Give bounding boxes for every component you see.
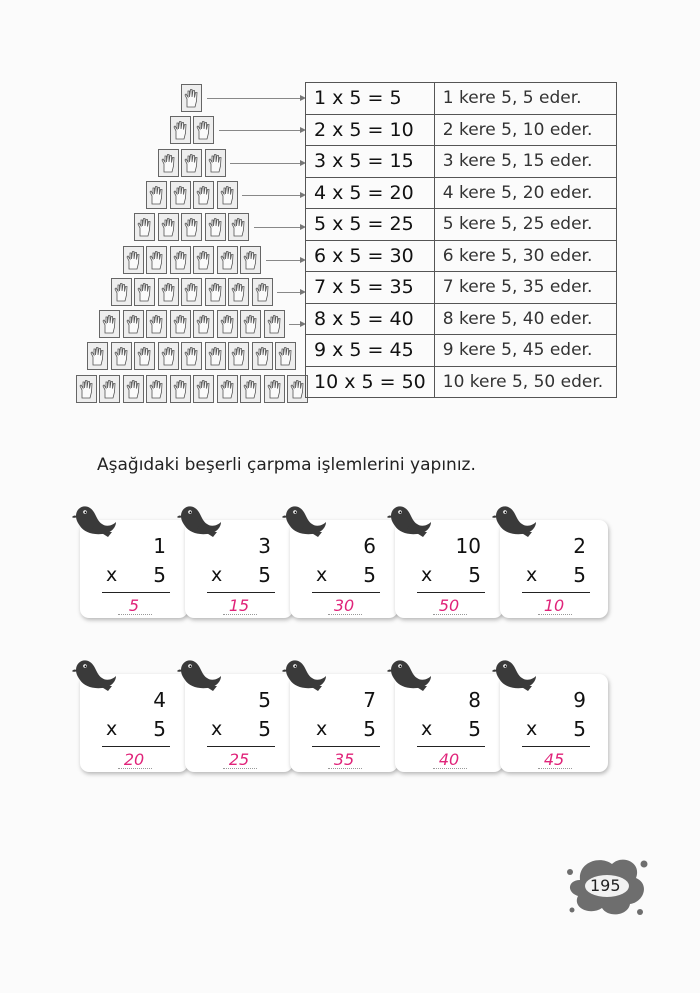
sentence-cell: 8 kere 5, 40 eder. xyxy=(434,303,616,335)
hand-icon xyxy=(240,310,261,338)
problem-card xyxy=(290,520,398,618)
answer-field[interactable]: 35 xyxy=(333,750,355,769)
hand-icon xyxy=(111,342,132,370)
multiplicand: 6 xyxy=(363,534,376,558)
times-sign: x xyxy=(316,718,328,740)
hand-icon xyxy=(205,278,226,306)
hand-icon xyxy=(193,375,214,403)
times-sign: x xyxy=(526,718,538,740)
multiplier: 5 xyxy=(153,717,166,741)
sentence-cell: 3 kere 5, 15 eder. xyxy=(434,146,616,178)
hand-pyramid xyxy=(0,0,310,410)
equation-cell: 2 x 5 = 10 xyxy=(306,114,435,146)
problem-card xyxy=(500,520,608,618)
sum-line xyxy=(312,746,380,747)
seal-icon xyxy=(385,656,433,696)
seal-icon xyxy=(385,502,433,542)
hand-icon xyxy=(99,375,120,403)
seal-icon xyxy=(490,656,538,696)
answer-field[interactable]: 25 xyxy=(228,750,250,769)
hand-icon xyxy=(123,246,144,274)
multiplier: 5 xyxy=(573,717,586,741)
hand-icon xyxy=(228,278,249,306)
hand-icon xyxy=(170,375,191,403)
seal-icon xyxy=(70,656,118,696)
hand-icon xyxy=(181,213,202,241)
equation-cell: 9 x 5 = 45 xyxy=(306,335,435,367)
seal-icon xyxy=(175,656,223,696)
sentence-cell: 6 kere 5, 30 eder. xyxy=(434,240,616,272)
problem-card xyxy=(395,520,503,618)
instruction-text: Aşağıdaki beşerli çarpma işlemlerini yapınız. xyxy=(97,455,476,475)
hand-icon xyxy=(228,213,249,241)
hand-icon xyxy=(228,342,249,370)
problem-card xyxy=(80,674,188,772)
hand-icon xyxy=(217,375,238,403)
problem-card xyxy=(290,674,398,772)
hand-icon xyxy=(275,342,296,370)
arrow-line xyxy=(242,195,300,196)
hand-icon xyxy=(111,278,132,306)
multiplicand: 2 xyxy=(573,534,586,558)
answer-dots xyxy=(538,768,572,769)
answer-dots xyxy=(433,768,467,769)
times-sign: x xyxy=(316,564,328,586)
hand-icon xyxy=(146,375,167,403)
hand-icon xyxy=(158,149,179,177)
hand-icon xyxy=(181,342,202,370)
hand-icon xyxy=(158,278,179,306)
hand-icon xyxy=(193,310,214,338)
table-row xyxy=(306,146,617,178)
table-row xyxy=(306,209,617,241)
multiplier: 5 xyxy=(573,563,586,587)
equation-cell: 7 x 5 = 35 xyxy=(306,272,435,304)
sentence-cell: 5 kere 5, 25 eder. xyxy=(434,209,616,241)
hand-icon xyxy=(205,149,226,177)
seal-icon xyxy=(490,502,538,542)
hand-icon xyxy=(264,310,285,338)
sum-line xyxy=(522,746,590,747)
hand-icon xyxy=(252,342,273,370)
sentence-cell: 2 kere 5, 10 eder. xyxy=(434,114,616,146)
sum-line xyxy=(207,592,275,593)
answer-field[interactable]: 10 xyxy=(543,596,565,615)
sentence-cell: 7 kere 5, 35 eder. xyxy=(434,272,616,304)
sum-line xyxy=(312,592,380,593)
hand-icon xyxy=(99,310,120,338)
hand-icon xyxy=(134,342,155,370)
answer-dots xyxy=(433,614,467,615)
hand-icon xyxy=(193,116,214,144)
seal-icon xyxy=(280,656,328,696)
answer-dots xyxy=(538,614,572,615)
sentence-cell: 4 kere 5, 20 eder. xyxy=(434,177,616,209)
hand-icon xyxy=(181,84,202,112)
seal-icon xyxy=(280,502,328,542)
hand-icon xyxy=(76,375,97,403)
hand-icon xyxy=(170,116,191,144)
multiplicand: 3 xyxy=(258,534,271,558)
arrow-line xyxy=(289,324,300,325)
times-sign: x xyxy=(106,564,118,586)
times-sign: x xyxy=(526,564,538,586)
hand-icon xyxy=(217,246,238,274)
answer-dots xyxy=(328,768,362,769)
hand-icon xyxy=(193,181,214,209)
hand-icon xyxy=(240,246,261,274)
arrow-line xyxy=(277,292,300,293)
hand-icon xyxy=(181,149,202,177)
multiplier: 5 xyxy=(363,717,376,741)
hand-icon xyxy=(146,310,167,338)
multiplicand: 8 xyxy=(468,688,481,712)
seal-icon xyxy=(175,502,223,542)
table-row xyxy=(306,83,617,115)
arrow-line xyxy=(230,163,300,164)
hand-icon xyxy=(240,375,261,403)
times-sign: x xyxy=(421,718,433,740)
arrow-line xyxy=(219,130,301,131)
multiplicand: 5 xyxy=(258,688,271,712)
table-row xyxy=(306,114,617,146)
times-sign: x xyxy=(211,564,223,586)
hand-icon xyxy=(217,181,238,209)
answer-field[interactable]: 15 xyxy=(228,596,250,615)
multiplicand: 7 xyxy=(363,688,376,712)
answer-dots xyxy=(328,614,362,615)
equation-cell: 6 x 5 = 30 xyxy=(306,240,435,272)
arrow-line xyxy=(207,98,300,99)
hand-icon xyxy=(146,181,167,209)
multiplier: 5 xyxy=(153,563,166,587)
hand-icon xyxy=(170,246,191,274)
hand-icon xyxy=(123,310,144,338)
multiplicand: 10 xyxy=(455,534,481,558)
multiplier: 5 xyxy=(468,563,481,587)
hand-icon xyxy=(205,342,226,370)
times-sign: x xyxy=(211,718,223,740)
sentence-cell: 9 kere 5, 45 eder. xyxy=(434,335,616,367)
hand-icon xyxy=(134,278,155,306)
times-sign: x xyxy=(106,718,118,740)
answer-field[interactable]: 40 xyxy=(438,750,460,769)
sum-line xyxy=(102,746,170,747)
equation-cell: 1 x 5 = 5 xyxy=(306,83,435,115)
equation-cell: 8 x 5 = 40 xyxy=(306,303,435,335)
hand-icon xyxy=(123,375,144,403)
answer-dots xyxy=(118,614,152,615)
table-row xyxy=(306,366,617,398)
table-row xyxy=(306,272,617,304)
equation-cell: 3 x 5 = 15 xyxy=(306,146,435,178)
hand-icon xyxy=(87,342,108,370)
hand-icon xyxy=(181,278,202,306)
problem-card xyxy=(500,674,608,772)
times-sign: x xyxy=(421,564,433,586)
sentence-cell: 10 kere 5, 50 eder. xyxy=(434,366,616,398)
arrow-line xyxy=(254,227,300,228)
multiplier: 5 xyxy=(468,717,481,741)
hand-icon xyxy=(264,375,285,403)
table-row xyxy=(306,240,617,272)
multiplication-table xyxy=(305,82,617,398)
sum-line xyxy=(522,592,590,593)
problem-card xyxy=(185,674,293,772)
arrow-line xyxy=(266,260,301,261)
problem-card xyxy=(185,520,293,618)
sum-line xyxy=(417,746,485,747)
multiplicand: 9 xyxy=(573,688,586,712)
multiplicand: 4 xyxy=(153,688,166,712)
answer-dots xyxy=(223,768,257,769)
multiplier: 5 xyxy=(363,563,376,587)
hand-icon xyxy=(205,213,226,241)
hand-icon xyxy=(134,213,155,241)
multiplicand: 1 xyxy=(153,534,166,558)
answer-dots xyxy=(118,768,152,769)
equation-cell: 5 x 5 = 25 xyxy=(306,209,435,241)
sum-line xyxy=(102,592,170,593)
table-row xyxy=(306,177,617,209)
equation-cell: 10 x 5 = 50 xyxy=(306,366,435,398)
seal-icon xyxy=(70,502,118,542)
hand-icon xyxy=(158,213,179,241)
table-row xyxy=(306,335,617,367)
answer-field[interactable]: 50 xyxy=(438,596,460,615)
multiplier: 5 xyxy=(258,563,271,587)
answer-field[interactable]: 20 xyxy=(123,750,145,769)
hand-icon xyxy=(252,278,273,306)
answer-field[interactable]: 5 xyxy=(128,596,140,615)
problem-card xyxy=(80,520,188,618)
answer-field[interactable]: 45 xyxy=(543,750,565,769)
equation-cell: 4 x 5 = 20 xyxy=(306,177,435,209)
table-row xyxy=(306,303,617,335)
sum-line xyxy=(207,746,275,747)
multiplier: 5 xyxy=(258,717,271,741)
hand-icon xyxy=(170,181,191,209)
answer-dots xyxy=(223,614,257,615)
hand-icon xyxy=(193,246,214,274)
answer-field[interactable]: 30 xyxy=(333,596,355,615)
problem-card xyxy=(395,674,503,772)
sum-line xyxy=(417,592,485,593)
sentence-cell: 1 kere 5, 5 eder. xyxy=(434,83,616,115)
page-number: 195 xyxy=(590,876,621,895)
hand-icon xyxy=(158,342,179,370)
hand-icon xyxy=(170,310,191,338)
hand-icon xyxy=(217,310,238,338)
hand-icon xyxy=(146,246,167,274)
